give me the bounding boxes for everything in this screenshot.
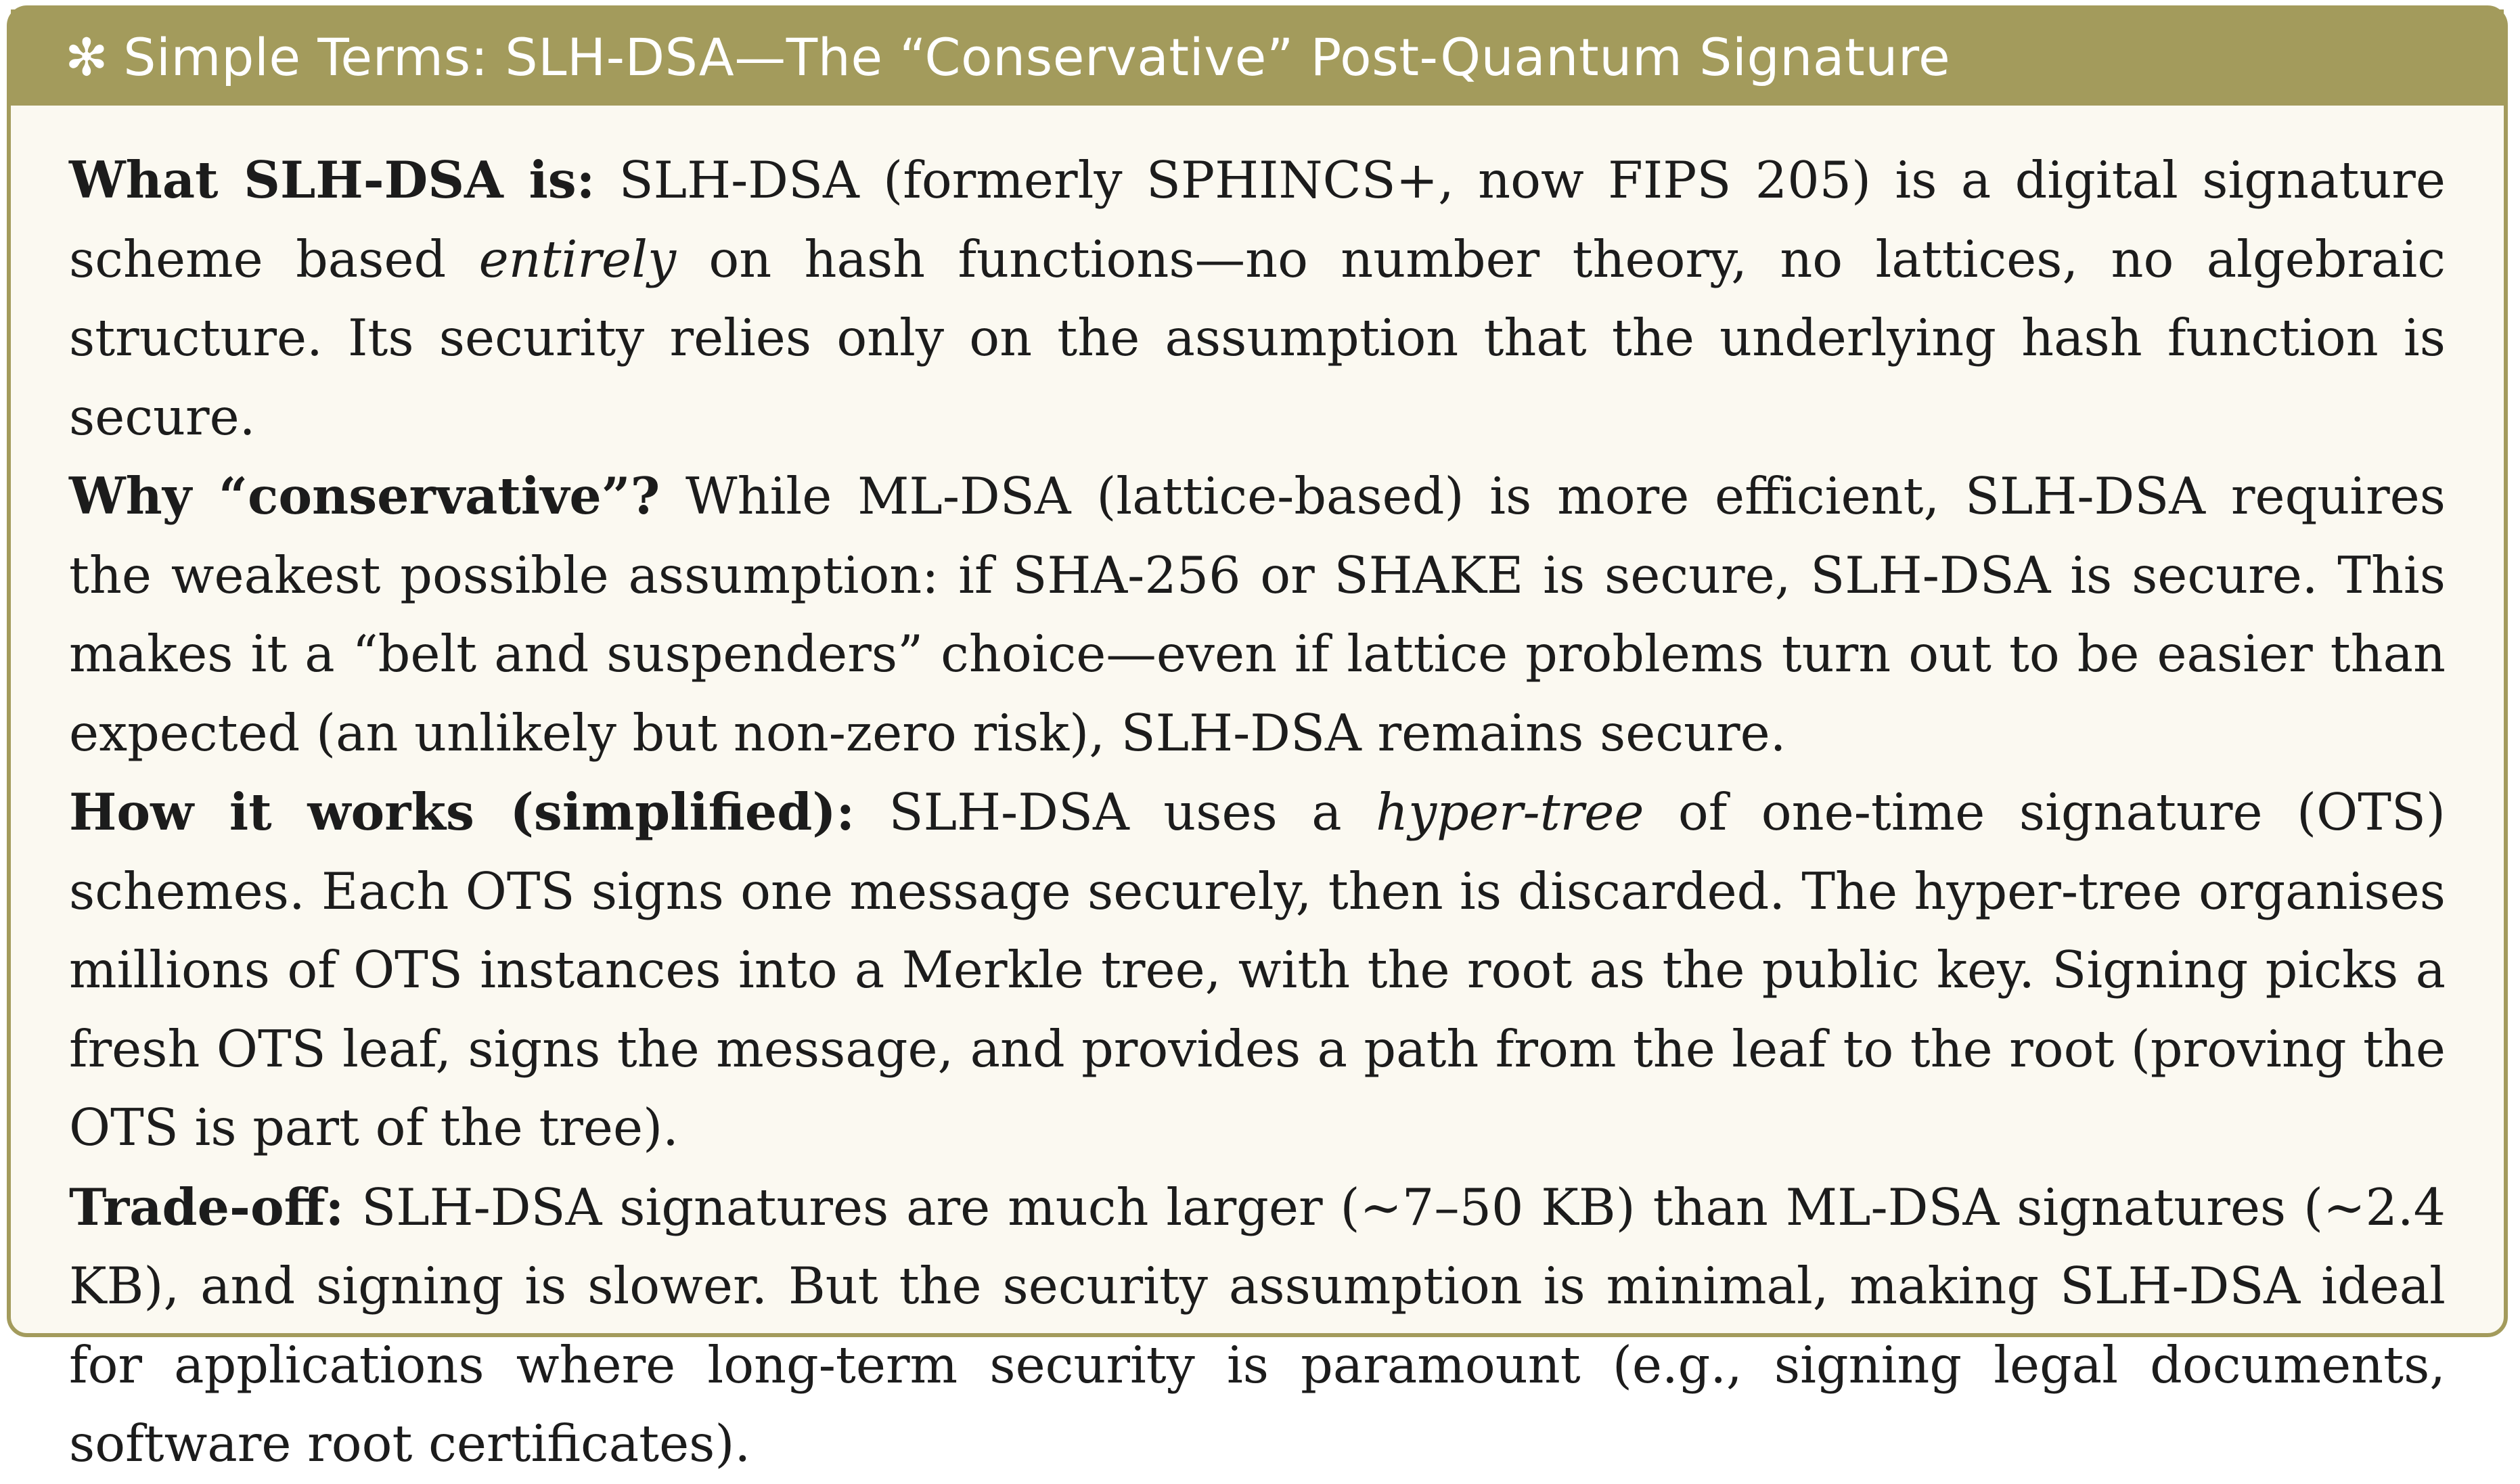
simple-terms-box — [7, 5, 2508, 1473]
box-header — [11, 9, 2504, 106]
paragraph-text: SLH-DSA uses a — [855, 783, 1376, 842]
paragraph-lead: Why “conservative”? — [69, 466, 660, 526]
paragraph-emphasis: entirely — [478, 229, 677, 289]
paragraph-trade-off — [69, 1168, 2446, 1484]
paragraph-text: SLH-DSA (formerly SPHINCS+, now FIPS 205) is a digital signature scheme based — [69, 151, 2446, 289]
paragraph-how-it-works — [69, 773, 2446, 1168]
paragraph-text: While ML-DSA (lattice-based) is more efficient, SLH-DSA requires the weakest possible assumption: if SHA-256 or SHAKE is secure, SLH-DSA is secure. This makes it a “belt and suspenders” choice—even if lattice problems turn out to be easier than expected (an unlikely but non-zero risk), SLH-DSA remains secure. — [69, 467, 2446, 763]
asterisk-icon: ✻ — [65, 27, 109, 87]
paragraph-emphasis: hyper-tree — [1376, 783, 1644, 842]
paragraph-lead: How it works (simplified): — [69, 782, 855, 842]
box-title: Simple Terms: SLH-DSA—The “Conservative” Post-Quantum Signature — [123, 27, 1951, 87]
paragraph-lead: Trade-off: — [69, 1177, 344, 1237]
paragraph-text: SLH-DSA signatures are much larger (∼7–50 KB) than ML-DSA signatures (∼2.4 KB), and signing is slower. But the security assumption is minimal, making SLH-DSA ideal for applications where long-term security is paramount (e.g., signing legal documents, software root certificates). — [69, 1177, 2446, 1473]
paragraph-text: on hash functions—no number theory, no lattices, no algebraic structure. Its security relies only on the assumption that the underlying hash function is secure. — [69, 229, 2446, 447]
paragraph-text: of one-time signature (OTS) schemes. Each OTS signs one message securely, then is discarded. The hyper-tree organises millions of OTS instances into a Merkle tree, with the root as the public key. Signing picks a fresh OTS leaf, signs the message, and provides a path from the leaf to the root (proving the OTS is part of the tree). — [69, 783, 2446, 1157]
box-body — [11, 106, 2504, 1484]
paragraph-what-slh-dsa-is — [69, 141, 2446, 457]
paragraph-why-conservative — [69, 457, 2446, 773]
paragraph-lead: What SLH-DSA is: — [69, 150, 595, 210]
